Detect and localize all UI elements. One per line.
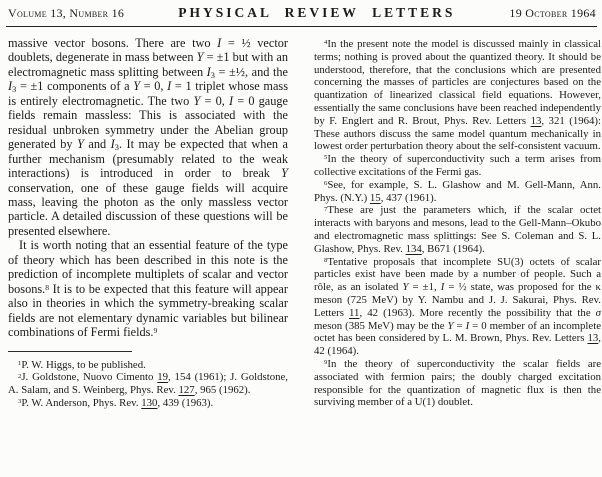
header-rule — [6, 26, 597, 27]
footnote-7: $^7$These are just the parameters which, if the scalar octet interacts with baryons and mesons, lead to the Gell-Mann–Okubo and electromagnetic mass splittings: See S. Coleman and S. L. Glashow, Phys. Rev. 134, B671 (1964). — [314, 204, 601, 255]
footnote-3: $^3$P. W. Anderson, Phys. Rev. 130, 439 (1963). — [18, 396, 214, 409]
two-column-layout — [8, 36, 601, 410]
body-paragraph-1: massive vector bosons. There are two I = ½ vector doublets, degenerate in mass between Y = ±1 but with an electromagnetic mass splitting between $I_3$ = ±½, and the $I_3 = \pm 1$ components of a Y = 0, I = 1 triplet whose mass is entirely electromagnetic. The two Y = 0, I = 0 gauge fields remain massless: This is associated with the residual unbroken symmetry under the Abelian group generated by Y and $I_3$. It may be expected that when a further mechanism (presumably related to the weak interactions) is introduced in order to break Y conservation, one of these gauge fields will acquire mass, leaving the photon as the only massless vector particle. A detailed discussion of these questions will be presented elsewhere. — [8, 36, 289, 238]
footnote-5: $^5$In the theory of superconductivity such a term arises from collective excitations of the Fermi gas. — [314, 153, 601, 178]
footnote-6: $^6$See, for example, S. L. Glashow and M. Gell-Mann, Ann. Phys. (N.Y.) 15, 437 (1961). — [314, 178, 601, 204]
footnote-2: $^2$J. Goldstone, Nuovo Cimento 19, 154 (1961); J. Goldstone, A. Salam, and S. Weinberg, Phys. Rev. 127, 965 (1962). — [8, 371, 288, 397]
footnote-1: $^1$P. W. Higgs, to be published. — [18, 358, 146, 371]
footnote-4: $^4$In the present note the model is discussed mainly in classical terms; nothing is proved about the quantized theory. It should be understood, therefore, that the conclusions which are presented concerning the masses of particles are conjectures based on the quantization of linearized classical field equations. However, essentially the same conclusions have been reached independently by F. Englert and R. Brout, Phys. Rev. Letters 13, 321 (1964): These authors discuss the same model quantum mechanically in lowest order perturbation theory about the self-consistent vacuum. — [314, 38, 602, 153]
body-paragraph-2: It is worth noting that an essential feature of the type of theory which has been described in this note is the prediction of incomplete multiplets of scalar and vector bosons.$^8$ It is to be expected that this feature will appear also in theories in which the symmetry-breaking scalar fields are not elementary dynamic variables but bilinear combinations of Fermi fields.$^9$ — [8, 238, 288, 340]
footnote-separator — [8, 351, 132, 352]
footnote-8: $^8$Tentative proposals that incomplete SU(3) octets of scalar particles exist have been made by a number of people. Such a rôle, as an isolated Y = ±1, I = ½ state, was proposed for the κ meson (725 MeV) by Y. Nambu and J. J. Sakurai, Phys. Rev. Letters 11, 42 (1963). More recently the possibility that the σ meson (385 MeV) may be the Y = I = 0 member of an incomplete octet has been considered by L. M. Brown, Phys. Rev. Letters 13, 42 (1964). — [314, 255, 601, 358]
right-column — [314, 36, 601, 410]
journal-title: PHYSICAL REVIEW LETTERS — [178, 5, 456, 20]
volume-issue: Volume 13, Number 16 — [8, 6, 125, 20]
issue-date: 19 October 1964 — [509, 6, 596, 20]
journal-header — [8, 5, 596, 21]
footnote-9: $^9$In the theory of superconductivity the scalar fields are associated with fermion pairs; the doubly charged excitation responsible for the quantization of magnetic flux is then the surviving member of a U(1) doublet. — [314, 357, 601, 409]
left-column — [8, 36, 288, 410]
